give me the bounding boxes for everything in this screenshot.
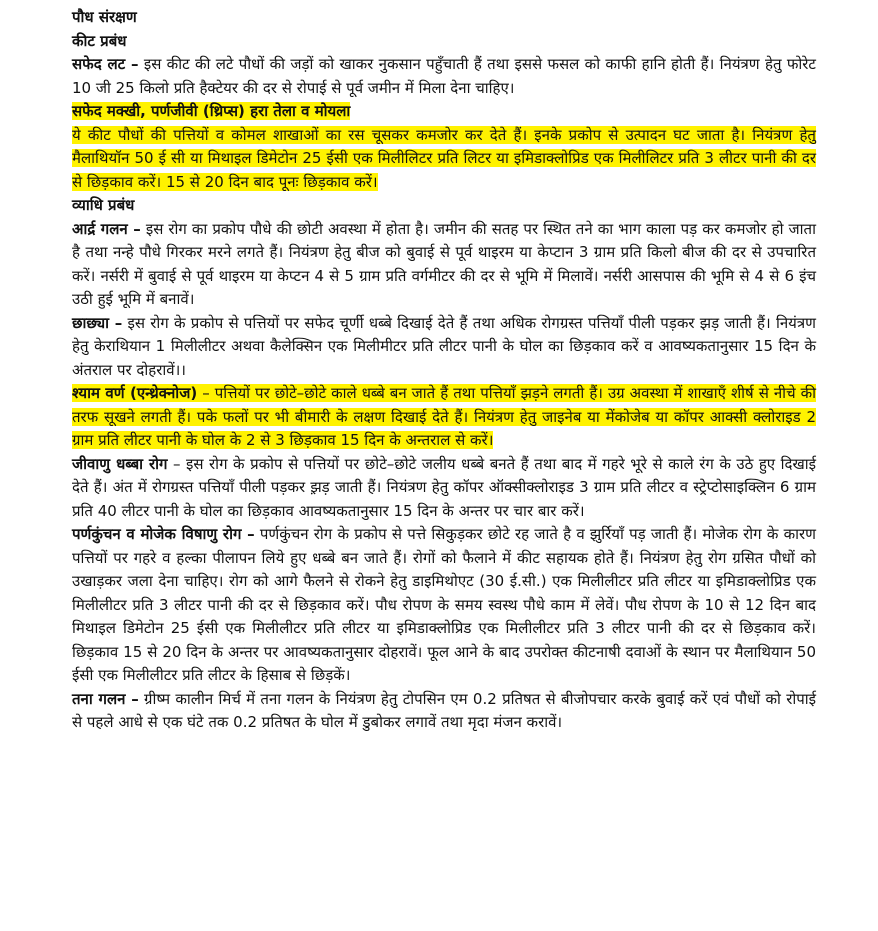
section-heading-pest-management: कीट प्रबंध: [72, 31, 127, 50]
paragraph-bacterial-spot: [72, 453, 816, 524]
paragraph-white-grub: [72, 53, 816, 100]
term-damping-off: आर्द्र गलन –: [72, 219, 141, 238]
text-powdery-mildew: इस रोग के प्रकोप से पत्तियों पर सफेद चूर्णी धब्बे दिखाई देते हैं तथा अधिक रोगग्रस्त पत्तियाँ पीली पड़कर झड़ जाती हैं। नियंत्रण हेतु केराथियान 1 मिलीलीटर अथवा कैलेक्सिन एक मिलीमीटर प्रति लीटर पानी के घोल का छिड़काव करें व आवष्यकतानुसार 15 दिन के अंतराल पर दोहरावें।।: [72, 313, 816, 379]
text-anthracnose: – पत्तियों पर छोटे–छोटे काले धब्बे बन जाते हैं तथा पत्तियाँ झड़ने लगती हैं। उग्र अवस्था में शाखाएँ शीर्ष से नीचे की तरफ सूखने लगती हैं। पके फलों पर भी बीमारी के लक्षण दिखाई देते हैं। नियंत्रण हेतु जाइनेब या मेंकोजेब या कॉपर आक्सी क्लोराइड 2 ग्राम प्रति लीटर पानी के घोल के 2 से 3 छिड़काव 15 दिन के अन्तराल से करें।: [72, 384, 817, 449]
term-anthracnose: श्याम वर्ण (एन्थ्रेक्नोज): [72, 384, 198, 402]
term-powdery-mildew: छाछ्या –: [72, 313, 123, 332]
term-bacterial-spot: जीवाणु धब्बा रोग: [72, 454, 168, 473]
text-stem-rot: ग्रीष्म कालीन मिर्च में तना गलन के नियंत्रण हेतु टोपसिन एम 0.2 प्रतिषत से बीजोपचार करके बुवाई करें एवं पौधों को रोपाई से पहले आधे से एक घंटे तक 0.2 प्रतिषत के घोल में डुबोकर लगावें तथा मृदा मंजन करावें।: [72, 689, 816, 731]
paragraph-damping-off: [72, 218, 816, 312]
section-heading-disease-management: व्याधि प्रबंध: [72, 196, 135, 214]
text-white-grub: इस कीट की लटे पौधों की जड़ों को खाकर नुकसान पहुँचाती हैं तथा इससे फसल को काफी हानि होती हैं। नियंत्रण हेतु फोरेट 10 जी 25 किलो प्रति हैक्टेयर की दर से रोपाई से पूर्व जमीन में मिला देना चाहिए।: [72, 55, 816, 97]
term-white-grub: सफेद लट –: [72, 55, 139, 73]
paragraph-leaf-curl-mosaic: [72, 523, 816, 688]
text-sucking-pests: ये कीट पौधों की पत्तियों व कोमल शाखाओं का रस चूसकर कमजोर कर देते हैं। इनके प्रकोप से उत्पादन घट जाता है। नियंत्रण हेतु मैलाथियॉन 50 ई सी या मिथाइल डिमेटोन 25 ईसी एक मिलीलिटर प्रति लिटर या इमिडाक्लोप्रिड एक मिलीलिटर प्रति 3 लीटर पानी की दर से छिड़काव करें। 15 से 20 दिन बाद पूनः छिड़काव करें।: [72, 125, 816, 191]
paragraph-sucking-pests: [72, 100, 816, 194]
text-damping-off: इस रोग का प्रकोप पौधे की छोटी अवस्था में होता है। जमीन की सतह पर स्थित तने का भाग काला पड़ कर कमजोर हो जाता है तथा नन्हे पौधे गिरकर मरने लगते हैं। नियंत्रण हेतु बीज को बुवाई से पूर्व थाइरम या केप्टान 3 ग्राम प्रति किलो बीज की दर से उपचारित करें। नर्सरी में बुवाई से पूर्व थाइरम या केप्टन 4 से 5 ग्राम प्रति वर्गमीटर की दर से भूमि में मिलावें। नर्सरी आसपास की भूमि से 4 से 6 इंच उठी हुई भूमि में बनावें।: [72, 219, 816, 308]
term-stem-rot: तना गलन –: [72, 689, 139, 708]
text-leaf-curl-mosaic: पर्णकुंचन रोग के प्रकोप से पत्ते सिकुड़कर छोटे रह जाते है व झुर्रियाँ पड़ जाती हैं। मोजेक रोग के कारण पत्तियों पर गहरे व हल्का पीलापन लिये हुए धब्बे बन जाते हैं। रोगों को फैलाने में कीट सहायक होते हैं। नियंत्रण हेतु रोग ग्रसित पौधों को उखाड़कर जला देना चाहिए। रोग को आगे फैलने से रोकने हेतु डाइमिथोएट (30 ई.सी.) एक मिलीलीटर प्रति लीटर या इमिडाक्लोप्रिड एक मिलीलीटर प्रति 3 लीटर पानी की दर से छिड़काव करें। पौध रोपण के समय स्वस्थ पौधे काम में लेवें। पौध रोपण के 10 से 12 दिन बाद मिथाइल डिमेटोन 25 ईसी एक मिलीलीटर प्रति लीटर या इमिडाक्लोप्रिड एक मिलीलीटर प्रति 3 लीटर पानी की दर से छिड़काव करें। छिड़काव 15 से 20 दिन के अन्तर पर आवष्यकतानुसार दोहरावें। फूल आने के बाद उपरोक्त कीटनाषी दवाओं के स्थान पर मैलाथियान 50 ईसी एक मिलीलीटर प्रति लीटर के हिसाब से छिड़कें।: [72, 525, 816, 684]
paragraph-anthracnose: [72, 382, 816, 453]
paragraph-powdery-mildew: [72, 312, 816, 383]
paragraph-stem-rot: [72, 688, 816, 735]
text-bacterial-spot: – इस रोग के प्रकोप से पत्तियों पर छोटे–छोटे जलीय धब्बे बनते हैं तथा बाद में गहरे भूरे से काले रंग के उठे हुए दिखाई देते हैं। अंत में रोगग्रस्त पत्तियाँ पीली पड़कर झ़ड़ जाती हैं। नियंत्रण हेतु कॉपर ऑक्सीक्लोराइड 3 ग्राम प्रति लीटर व स्ट्रेप्टोसाइक्लिन 6 ग्राम प्रति 40 लीटर पानी के घोल का छिड़काव आवष्यकतानुसार 15 दिन के अन्तर पर चार बार करें।: [72, 454, 816, 520]
section-heading-plant-protection: पौध संरक्षण: [72, 8, 137, 26]
term-leaf-curl-mosaic: पर्णकुंचन व मोजेक विषाणु रोग –: [72, 525, 255, 543]
term-sucking-pests: सफेद मक्खी, पर्णजीवी (थ्रिप्स) हरा तेला व मोयला: [72, 102, 351, 120]
